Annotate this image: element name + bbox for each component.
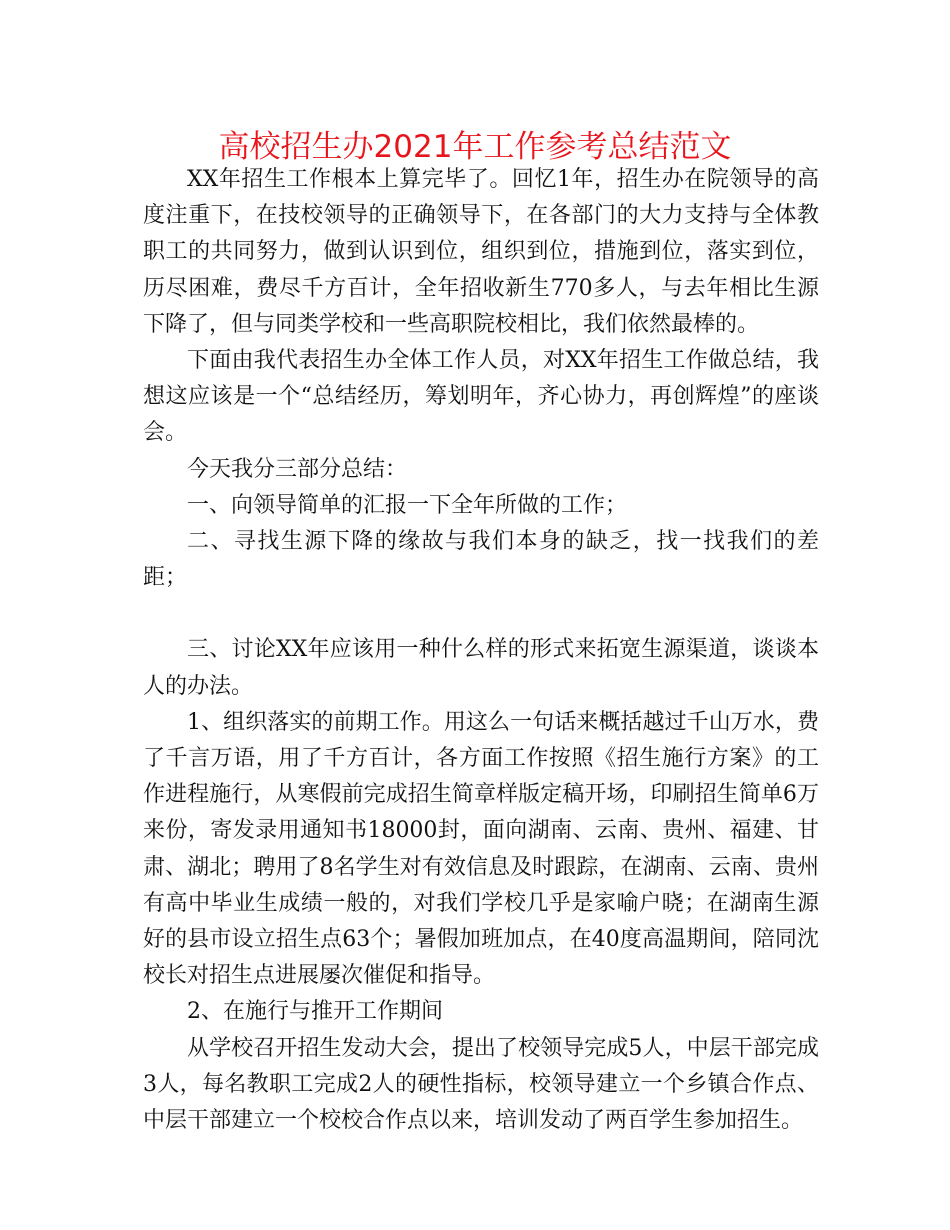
- document-body: [143, 162, 819, 1139]
- paragraph-part-three: 三、讨论XX年应该用一种什么样的形式来拓宽生源渠道，谈谈本人的办法。: [143, 637, 819, 699]
- paragraph-section-2-body: 从学校召开招生发动大会，提出了校领导完成5人，中层干部完成3人，每名教职工完成2人的硬性指标，校领导建立一个乡镇合作点、中层干部建立一个校校合作点以来，培训发动了两百学生参加招生。: [143, 1035, 819, 1134]
- paragraph-part-one: 一、向领导简单的汇报一下全年所做的工作；: [187, 492, 628, 518]
- paragraph-intro: XX年招生工作根本上算完毕了。回忆1年，招生办在院领导的高度注重下，在技校领导的正确领导下，在各部门的大力支持与全体教职工的共同努力，做到认识到位，组织到位，措施到位，落实到位，历尽困难，费尽千方百计，全年招收新生770多人，与去年相比生源下降了，但与同类学校和一些高职院校相比，我们依然最棒的。: [143, 167, 819, 337]
- paragraph-part-two: 二、寻找生源下降的缘故与我们本身的缺乏，找一找我们的差距；: [143, 529, 819, 591]
- paragraph-three-parts: 今天我分三部分总结：: [187, 456, 408, 482]
- document-title: 高校招生办2021年工作参考总结范文: [218, 129, 732, 165]
- paragraph-summary-purpose: 下面由我代表招生办全体工作人员，对XX年招生工作做总结，我想这应该是一个“总结经历，筹划明年，齐心协力，再创辉煌”的座谈会。: [143, 348, 819, 446]
- paragraph-section-1: 1、组织落实的前期工作。用这么一句话来概括越过千山万水，费了千言万语，用了千方百计，各方面工作按照《招生施行方案》的工作进程施行，从寒假前完成招生简章样版定稿开场，印刷招生简单6万来份，寄发录用通知书18000封，面向湖南、云南、贵州、福建、甘肃、湖北；聘用了8名学生对有效信息及时跟踪，在湖南、云南、贵州有高中毕业生成绩一般的，对我们学校几乎是家喻户晓；在湖南生源好的县市设立招生点63个；暑假加班加点，在40度高温期间，陪同沈校长对招生点进展屡次催促和指导。: [143, 709, 819, 989]
- paragraph-section-2-heading: 2、在施行与推开工作期间: [187, 999, 443, 1025]
